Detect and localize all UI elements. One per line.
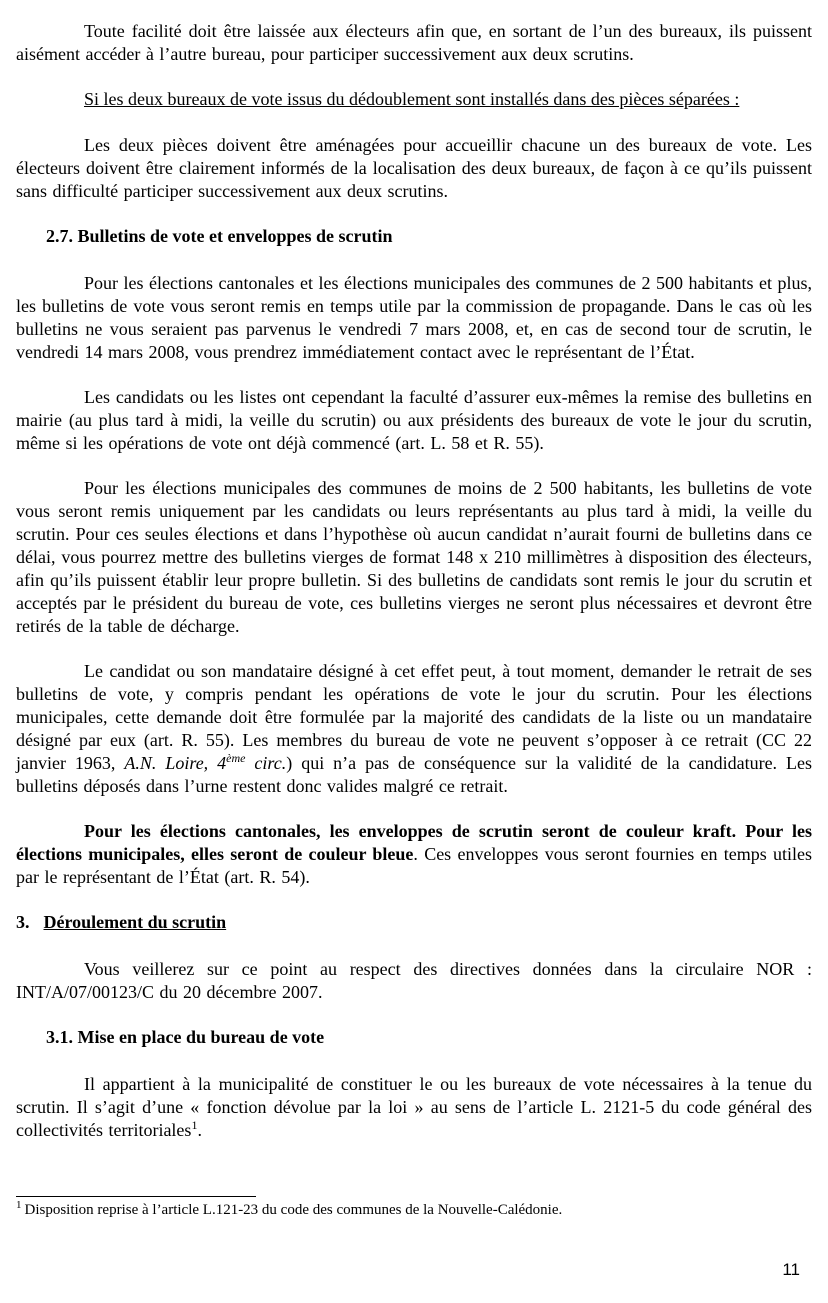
footnote-separator-rule <box>16 1196 256 1197</box>
paragraph-deux-pieces: Les deux pièces doivent être aménagées pour accueillir chacune un des bureaux de vote. Les électeurs doivent être clairement informés de la localisation des deux bureaux, de façon à ce qu’ils puissent sans difficulté participer successivement aux deux scrutins. <box>16 135 812 201</box>
paragraph-municipalite-period: . <box>197 1120 202 1140</box>
paragraph-municipalite-text: Il appartient à la municipalité de constituer le ou les bureaux de vote nécessaires à la tenue du scrutin. Il s’agit d’une « fonction dévolue par la loi » au sens de l’article L. 2121-5 du code général des collectivités territoriales <box>16 1074 812 1140</box>
paragraph-retrait-text-before: Le candidat ou son mandataire désigné à cet effet peut, à tout moment, demander le retrait de ses bulletins de vote, y compris pendant les opérations de vote le jour du scrutin. Pour les élections municipales, cette demande doit être formulée par la majorité des candidats de la liste ou un mandataire désigné par eux (art. R. 55). Les membres du bureau de vote ne peuvent s’opposer à ce retrait (CC 22 janvier 1963, <box>16 661 812 773</box>
heading-3-title: Déroulement du scrutin <box>43 912 227 932</box>
paragraph-enveloppes-couleur <box>16 820 812 889</box>
paragraph-circulaire-nor: Vous veillerez sur ce point au respect des directives données dans la circulaire NOR : INT/A/07/00123/C du 20 décembre 2007. <box>16 959 812 1002</box>
paragraph-elections-municipales-moins: Pour les élections municipales des communes de moins de 2 500 habitants, les bulletins de vote vous seront remis uniquement par les candidats ou leurs représentants au plus tard à midi, la veille du scrutin. Pour ces seules élections et dans l’hypothèse où aucun candidat n’aurait fourni de bulletins dans ce délai, vous pourrez mettre des bulletins vierges de format 148 x 210 millimètres à disposition des électeurs, afin qu’ils puissent établir leur propre bulletin. Si des bulletins de candidats sont remis le jour du scrutin et acceptés par le président du bureau de vote, ces bulletins vierges ne seront plus nécessaires et devront être retirés de la table de décharge. <box>16 478 812 636</box>
heading-3-1-mise-en-place: 3.1. Mise en place du bureau de vote <box>46 1027 325 1047</box>
paragraph-enveloppes-regular: . Ces enveloppes vous seront fournies en temps utiles par le représentant de l’État (art. R. 54). <box>16 844 812 887</box>
heading-3-number: 3. <box>16 912 30 932</box>
footnote-reference-1: 1 <box>191 1118 198 1132</box>
paragraph-retrait-bulletins <box>16 660 812 798</box>
page-number: 11 <box>782 1260 800 1279</box>
paragraph-enveloppes-bold: Pour les élections cantonales, les enveloppes de scrutin seront de couleur kraft. Pour les élections municipales, elles seront de couleur bleue <box>16 821 812 864</box>
paragraph-retrait-text-after: ) qui n’a pas de conséquence sur la validité de la candidature. Les bulletins déposés dans l’urne restent donc valides malgré ce retrait. <box>16 753 812 796</box>
footnote-text <box>16 1201 812 1220</box>
subheading-pieces-separees-text: Si les deux bureaux de vote issus du dédoublement sont installés dans des pièces séparées : <box>84 89 740 109</box>
citation-an-loire: A.N. Loire, 4 <box>124 753 227 773</box>
citation-superscript-eme: ème <box>226 751 246 765</box>
heading-3-deroulement <box>16 911 812 934</box>
subheading-pieces-separees <box>16 88 812 111</box>
paragraph-candidats-listes: Les candidats ou les listes ont cependant la faculté d’assurer eux-mêmes la remise des bulletins en mairie (au plus tard à midi, la veille du scrutin) ou aux présidents des bureaux de vote le jour du scrutin, même si les opérations de vote ont déjà commencé (art. L. 58 et R. 55). <box>16 387 812 453</box>
footnote-marker-1: 1 <box>16 1199 22 1211</box>
footnote-content: Disposition reprise à l’article L.121-23 du code des communes de la Nouvelle-Calédonie. <box>24 1202 563 1218</box>
heading-2-7-bulletins: 2.7. Bulletins de vote et enveloppes de scrutin <box>46 226 393 246</box>
citation-circ: circ. <box>245 753 287 773</box>
paragraph-toute-facilite: Toute facilité doit être laissée aux électeurs afin que, en sortant de l’un des bureaux, ils puissent aisément accéder à l’autre bureau, pour participer successivement aux deux scrutins. <box>16 21 812 64</box>
paragraph-municipalite <box>16 1073 812 1142</box>
paragraph-elections-cantonales: Pour les élections cantonales et les élections municipales des communes de 2 500 habitants et plus, les bulletins de vote vous seront remis en temps utile par la commission de propagande. Dans le cas où les bulletins ne vous seraient pas parvenus le vendredi 7 mars 2008, et, en cas de second tour de scrutin, le vendredi 14 mars 2008, vous prendrez immédiatement contact avec le représentant de l’État. <box>16 273 812 362</box>
footnote-block <box>16 1196 812 1220</box>
